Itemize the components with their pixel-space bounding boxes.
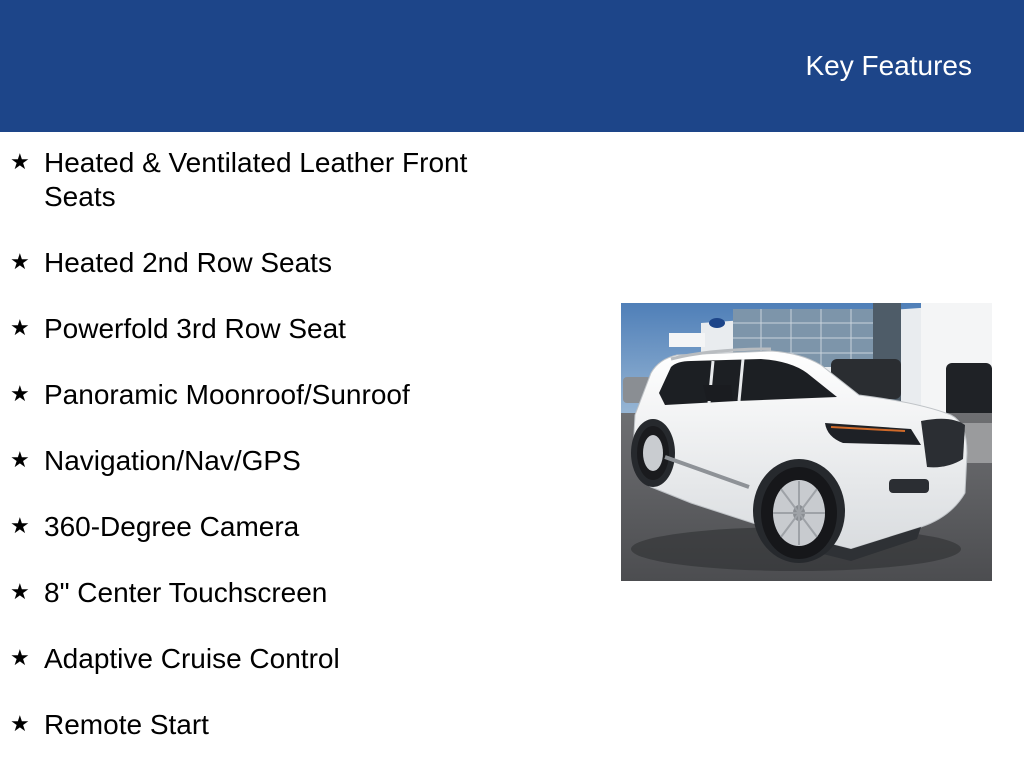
feature-label: Heated 2nd Row Seats <box>44 247 332 278</box>
star-icon: ★ <box>10 514 30 539</box>
star-icon: ★ <box>10 580 30 605</box>
list-item <box>0 510 560 544</box>
list-item <box>0 642 560 676</box>
vehicle-photo <box>621 303 992 581</box>
star-icon: ★ <box>10 382 30 407</box>
star-icon: ★ <box>10 316 30 341</box>
list-item <box>0 576 560 610</box>
feature-label: Powerfold 3rd Row Seat <box>44 313 346 344</box>
list-item <box>0 146 560 214</box>
feature-label: Remote Start <box>44 709 209 740</box>
header-bar <box>0 0 1024 132</box>
list-item <box>0 312 560 346</box>
feature-label: Heated & Ventilated Leather Front Seats <box>44 147 468 212</box>
feature-label: 360-Degree Camera <box>44 511 300 542</box>
vehicle-photo-graphic <box>621 303 992 581</box>
star-icon: ★ <box>10 150 30 175</box>
feature-label: Adaptive Cruise Control <box>44 643 340 674</box>
star-icon: ★ <box>10 448 30 473</box>
list-item <box>0 444 560 478</box>
list-item <box>0 378 560 412</box>
feature-label: 8" Center Touchscreen <box>44 577 328 608</box>
star-icon: ★ <box>10 646 30 671</box>
star-icon: ★ <box>10 712 30 737</box>
page-title: Key Features <box>805 50 972 81</box>
feature-list <box>0 146 560 774</box>
feature-label: Panoramic Moonroof/Sunroof <box>44 379 410 410</box>
feature-label: Navigation/Nav/GPS <box>44 445 301 476</box>
star-icon: ★ <box>10 250 30 275</box>
list-item <box>0 708 560 742</box>
list-item <box>0 246 560 280</box>
